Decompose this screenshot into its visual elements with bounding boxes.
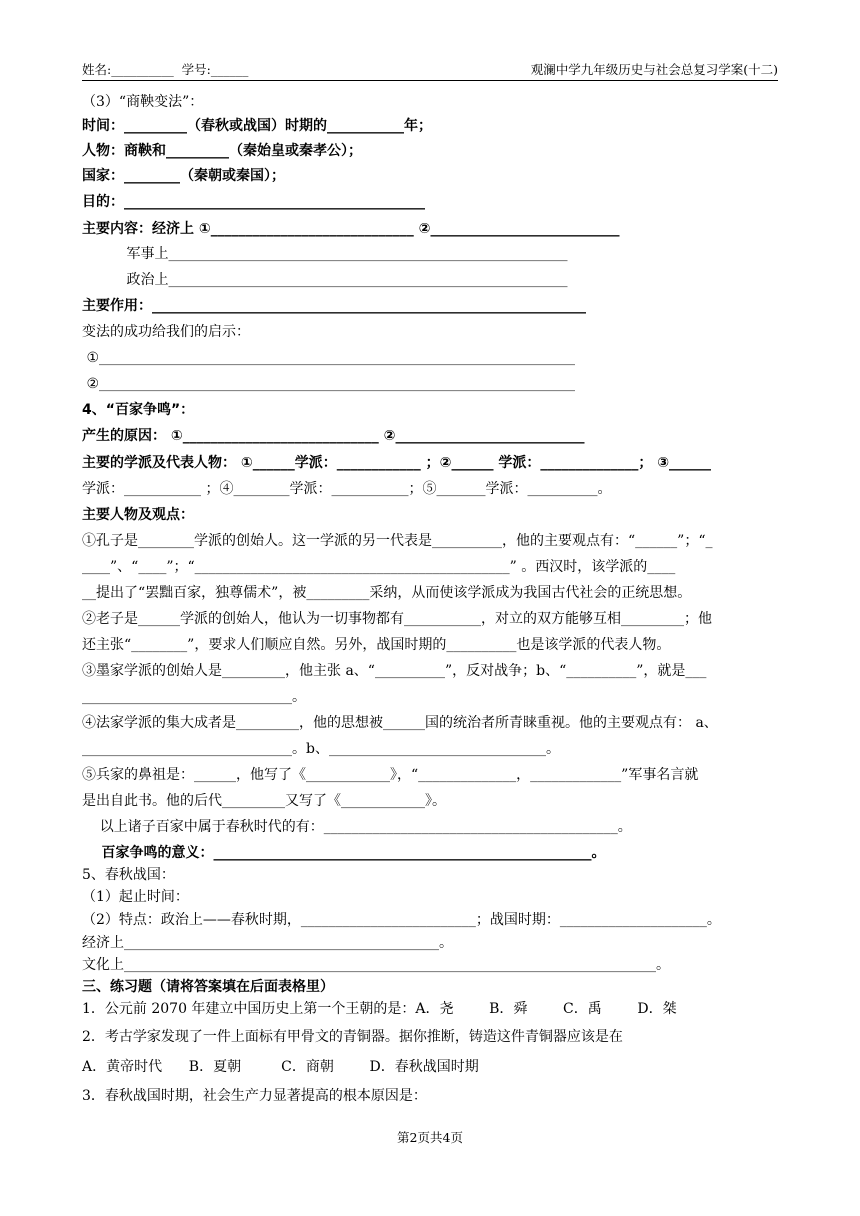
line: 百家争鸣的意义：______________________________________________________。 <box>82 845 606 861</box>
line: 时间：_________（春秋或战国）时期的___________年； <box>82 118 432 134</box>
header-left: 姓名:__________ 学号:______ <box>82 62 249 77</box>
line: ②老子是______学派的创始人，他认为一切事物都有___________，对立的双方能够互相_________；他 <box>82 611 712 627</box>
line: 主要内容：经济上 ①_____________________________ ②___________________________ <box>82 221 620 237</box>
line: 5、春秋战国： <box>82 867 175 883</box>
line: ______________________________。 <box>82 689 306 705</box>
line: __提出了“罢黜百家，独尊儒术”，被_________采纳，从而使该学派成为我国古代社会的正统思想。 <box>82 585 692 601</box>
header-right: 观澜中学九年级历史与社会总复习学案(十二) <box>530 62 778 77</box>
line: 人物：商鞅和_________（秦始皇或秦孝公）； <box>82 143 362 159</box>
line: 以上诸子百家中属于春秋时代的有：__________________________________________。 <box>82 819 632 835</box>
line: ④法家学派的集大成者是_________，他的思想被______国的统治者所青睐重视。他的主要观点有： a、 <box>82 715 718 731</box>
line: ⑤兵家的鼻祖是：______，他写了《____________》，“______________，_____________”军事名言就 <box>82 767 699 783</box>
line: 还主张“________”，要求人们顺应自然。另外，战国时期的__________也是该学派的代表人物。 <box>82 637 671 653</box>
line: ③墨家学派的创始人是_________，他主张 a、“__________”，反对战争；b、“__________”，就是___ <box>82 663 707 679</box>
line: 学派：___________ ；④________学派：___________；⑤_______学派：__________。 <box>82 481 612 497</box>
page-footer: 第2页共4页 <box>397 1130 463 1145</box>
line: 产生的原因： ①____________________________ ②___________________________ <box>82 428 585 444</box>
line: 主要人物及观点： <box>82 507 194 523</box>
line: 变法的成功给我们的启示： <box>82 324 250 340</box>
line: 主要的学派及代表人物： ①______学派：____________ ；②______ 学派：______________； ③______ <box>82 455 712 471</box>
line: 3．春秋战国时期，社会生产力显著提高的根本原因是： <box>82 1088 427 1104</box>
line: ______________________________。b、_______________________________。 <box>82 741 560 757</box>
line: 军事上_________________________________________________________ <box>82 246 568 262</box>
line: ①____________________________________________________________________ <box>82 350 576 366</box>
line: （1）起止时间： <box>82 889 189 905</box>
line: 经济上_____________________________________________。 <box>82 935 453 951</box>
line: （2）特点：政治上——春秋时期，_________________________；战国时期：_____________________。 <box>82 912 721 928</box>
line: （3）“商鞅变法”： <box>82 94 204 110</box>
line: A．黄帝时代 B．夏朝 C．商朝 D．春秋战国时期 <box>82 1059 479 1075</box>
line: 文化上____________________________________________________________________________。 <box>82 957 670 973</box>
line: 是出自此书。他的后代_________又写了《____________》。 <box>82 793 446 809</box>
line: ____”、“____”；“_____________________________________________” 。西汉时，该学派的____ <box>82 559 676 575</box>
line: 1．公元前 2070 年建立中国历史上第一个王朝的是：A．尧 B．舜 C．禹 D．桀 <box>82 1001 677 1017</box>
line: 主要作用：______________________________________________________________ <box>82 298 586 314</box>
line: 4、“百家争鸣”： <box>82 402 195 418</box>
line: 目的：___________________________________________ <box>82 194 425 210</box>
line: ①孔子是________学派的创始人。这一学派的另一代表是__________，他的主要观点有：“______”；“_ <box>82 533 713 549</box>
header-rule <box>82 80 778 81</box>
line: 国家：________（秦朝或秦国）； <box>82 168 285 184</box>
line: ②____________________________________________________________________ <box>82 376 576 392</box>
line: 2．考古学家发现了一件上面标有甲骨文的青铜器。据你推断，铸造这件青铜器应该是在 <box>82 1029 623 1045</box>
line: 政治上_________________________________________________________ <box>82 272 568 288</box>
line: 三、练习题（请将答案填在后面表格里） <box>82 979 334 995</box>
